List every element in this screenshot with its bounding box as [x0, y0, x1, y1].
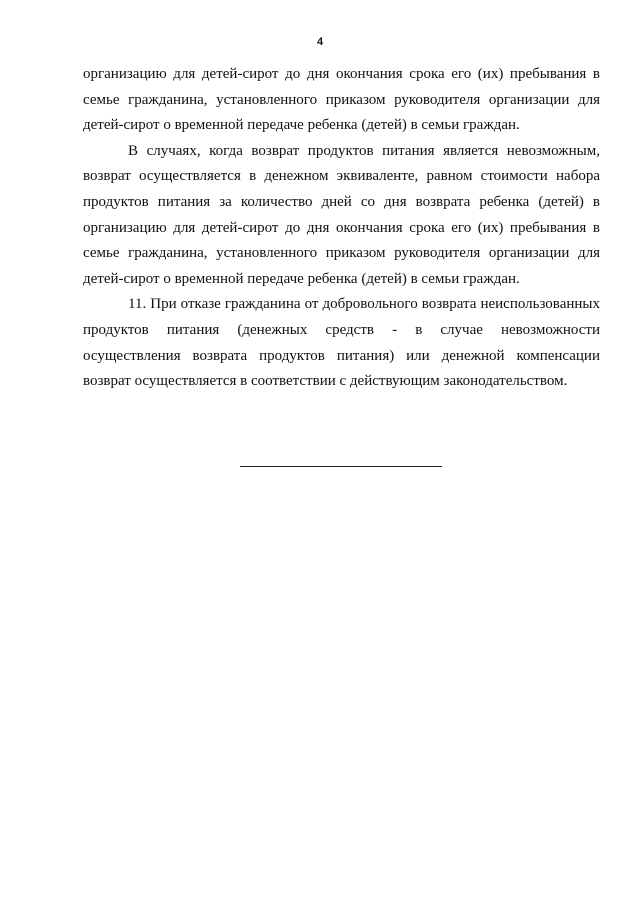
page-number: 4: [316, 36, 324, 48]
document-body: [83, 62, 600, 395]
end-separator-line: [240, 466, 442, 467]
paragraph-item-11: 11. При отказе гражданина от добровольного возврата неиспользованных продуктов питания (денежных средств - в случае невозможности осуществления возврата продуктов питания) или денежной компенсации возврат осуществляется в соответствии с действующим законодательством.: [83, 296, 600, 390]
paragraph-monetary-return: В случаях, когда возврат продуктов питания является невозможным, возврат осуществляется в денежном эквиваленте, равном стоимости набора продуктов питания за количество дней со дня возврата ребенка (детей) в организацию для детей-сирот до дня окончания срока его (их) пребывания в семье гражданина, установленного приказом руководителя организации для детей-сирот о временной передаче ребенка (детей) в семьи граждан.: [83, 142, 600, 287]
paragraph-continuation: организацию для детей-сирот до дня окончания срока его (их) пребывания в семье гражданина, установленного приказом руководителя организации для детей-сирот о временной передаче ребенка (детей) в семьи граждан.: [83, 66, 600, 134]
